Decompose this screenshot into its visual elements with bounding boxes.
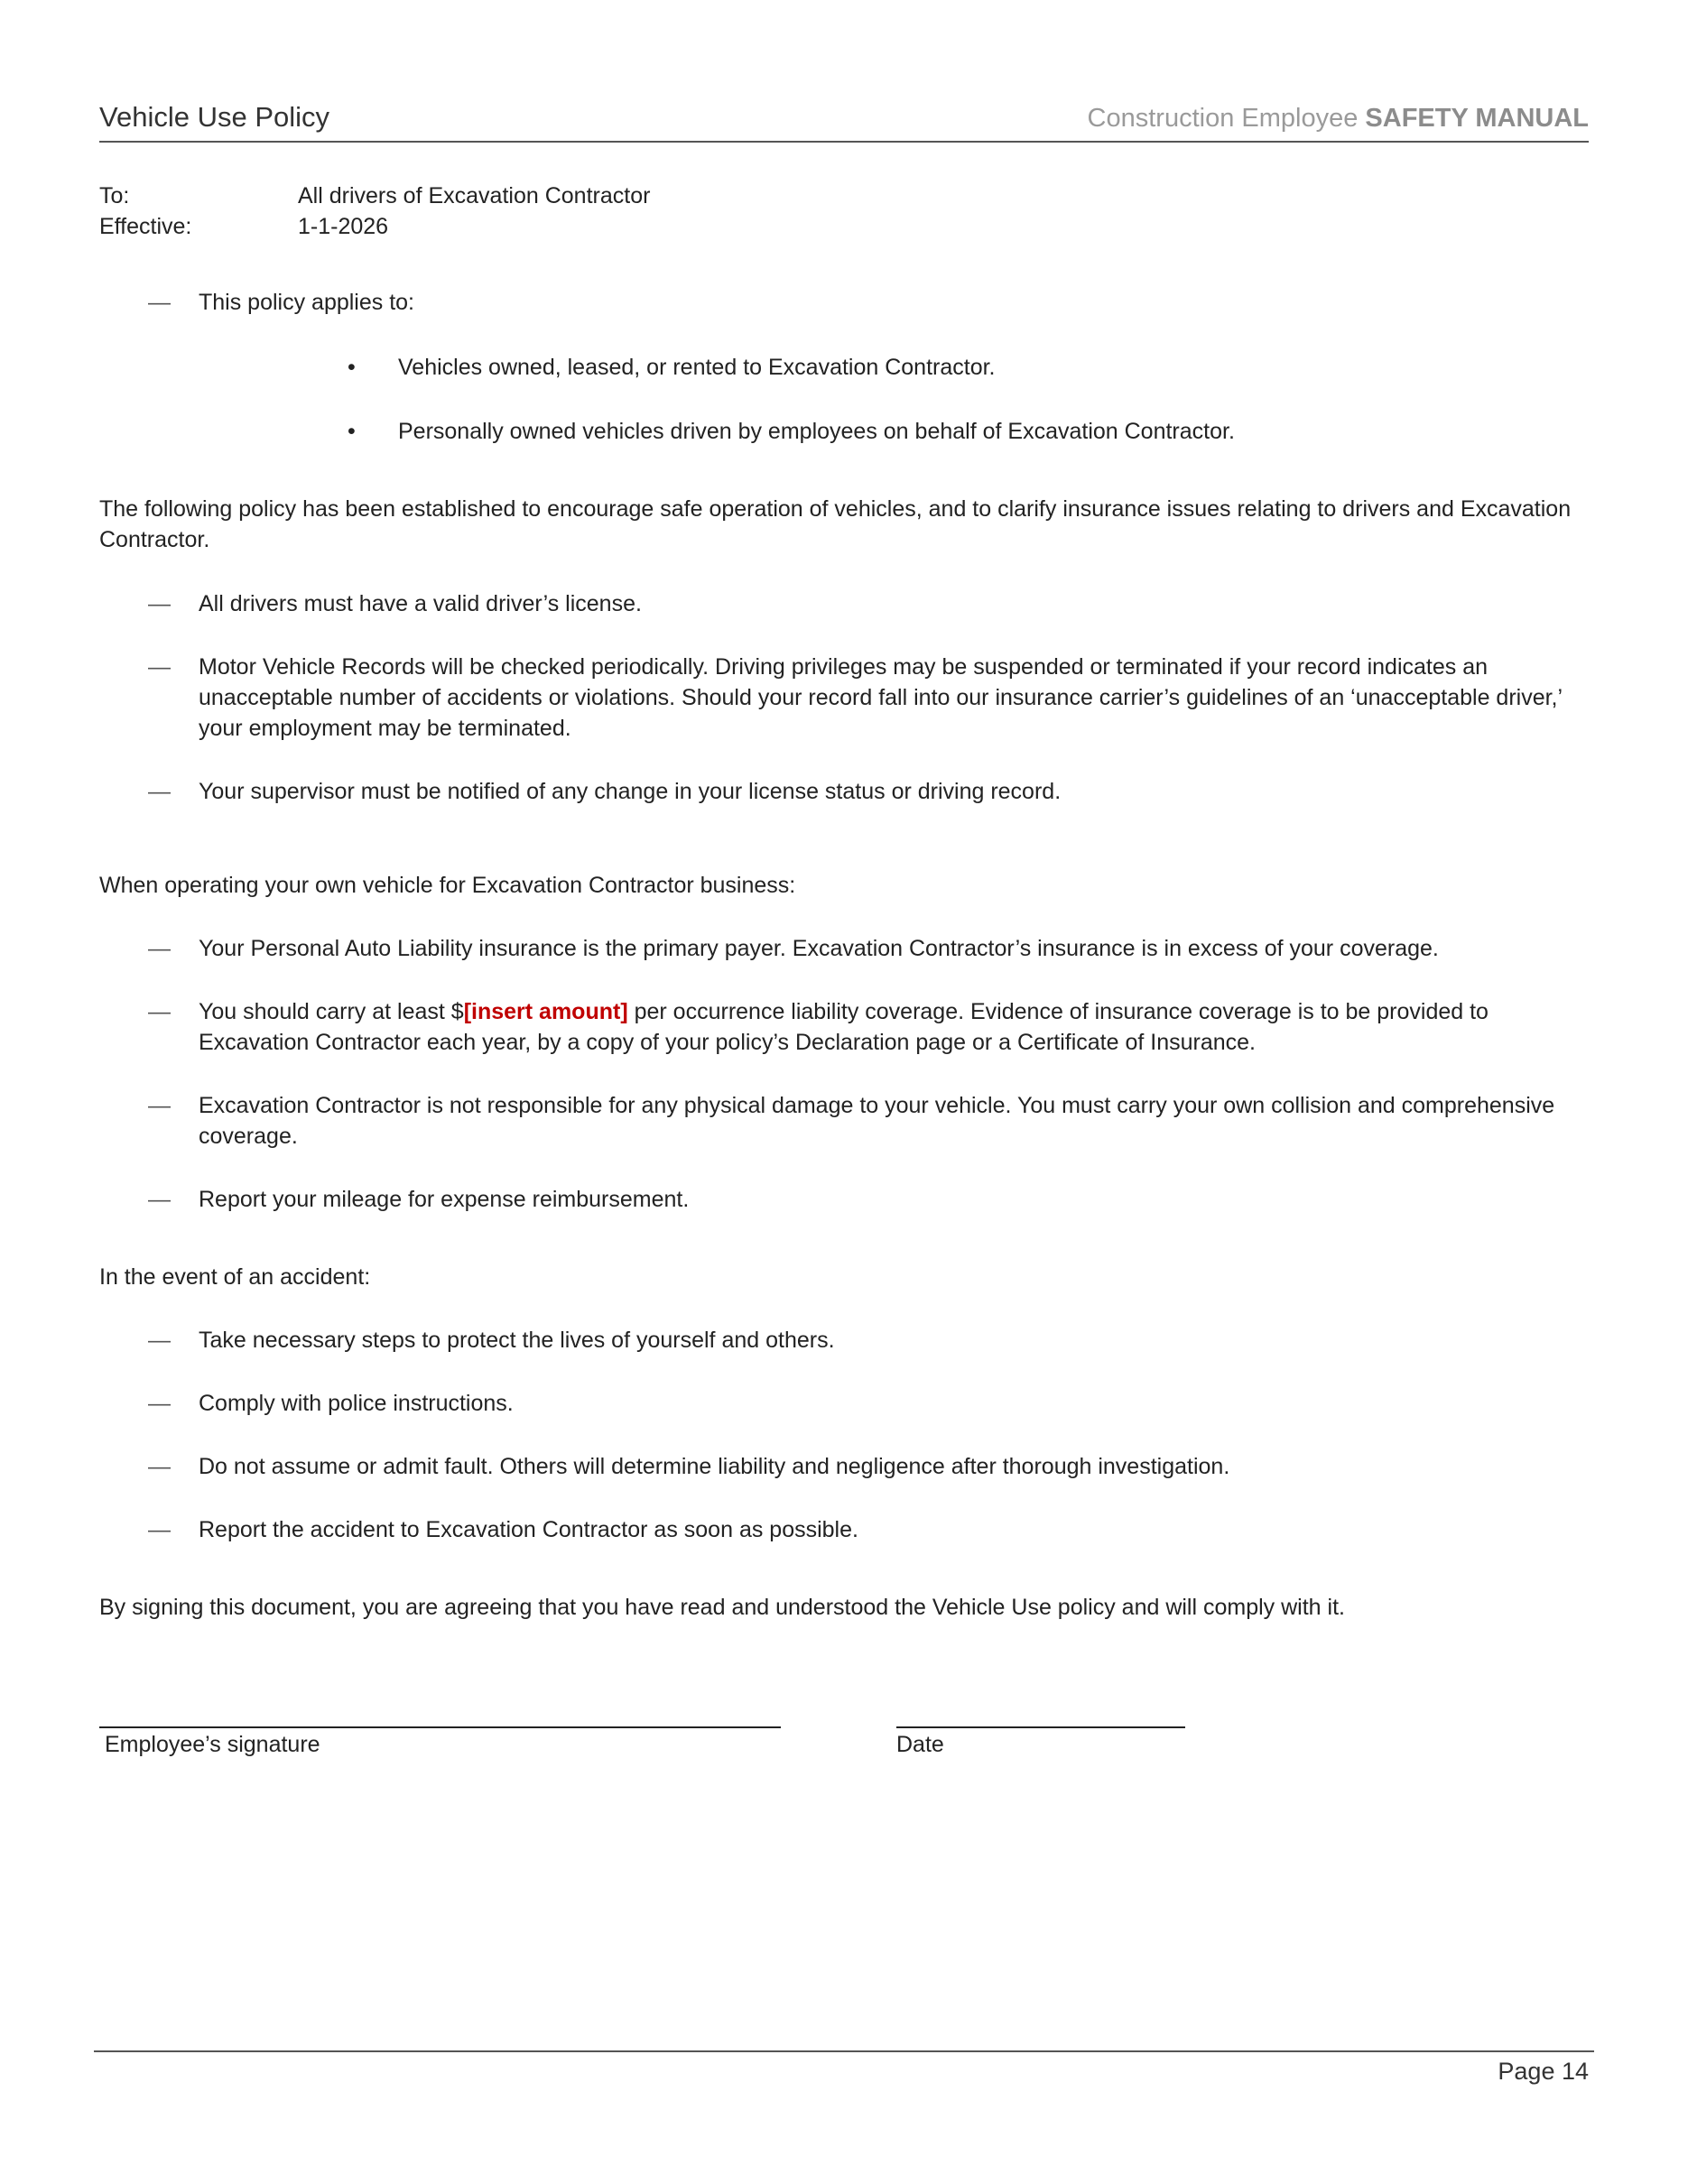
driver-rule-text: Motor Vehicle Records will be checked periodically. Driving privileges may be suspended or terminated if your record indicates an unacceptable number of accidents or violations. Should your record fall into our insurance carrier’s guidelines of an ‘unacceptable driver,’ your employment may be terminated.: [199, 654, 1563, 741]
bullet-marker: •: [348, 419, 356, 444]
agreement-paragraph: By signing this document, you are agreeing that you have read and understood the Vehicle Use policy and will comply with it.: [99, 1595, 1345, 1620]
memo-to-label: To:: [99, 183, 130, 208]
memo-to-value: All drivers of Excavation Contractor: [298, 183, 651, 208]
driver-rule-text: All drivers must have a valid driver’s license.: [199, 591, 642, 616]
applies-intro-text: This policy applies to:: [199, 290, 415, 315]
dash-marker: —: [148, 1093, 171, 1118]
own-vehicle-item: [99, 996, 1589, 1058]
footer-divider: [94, 2050, 1594, 2052]
own-vehicle-heading: When operating your own vehicle for Excavation Contractor business:: [99, 873, 796, 898]
applies-bullet-text: Personally owned vehicles driven by employees on behalf of Excavation Contractor.: [398, 419, 1235, 444]
date-label: Date: [896, 1732, 944, 1757]
applies-intro-item: [99, 287, 1589, 318]
dash-marker: —: [148, 779, 171, 804]
dash-marker: —: [148, 1454, 171, 1479]
coverage-text-before: You should carry at least $: [199, 999, 464, 1024]
driver-rule-item: [99, 652, 1589, 744]
manual-title: [1088, 104, 1589, 134]
applies-bullet-item: [99, 352, 1589, 383]
dash-marker: —: [148, 1328, 171, 1353]
document-title: Vehicle Use Policy: [99, 101, 330, 133]
memo-effective-label: Effective:: [99, 214, 192, 239]
driver-rule-text: Your supervisor must be notified of any change in your license status or driving record.: [199, 779, 1062, 804]
accident-text: Report the accident to Excavation Contractor as soon as possible.: [199, 1517, 858, 1542]
dash-marker: —: [148, 654, 171, 680]
memo-to-row: [99, 180, 1589, 211]
manual-title-strong: SAFETY MANUAL: [1365, 104, 1589, 133]
own-vehicle-item: [99, 933, 1589, 964]
driver-rule-item: [99, 776, 1589, 807]
document-body: [99, 180, 1589, 1623]
accident-item: [99, 1451, 1589, 1482]
date-signature-line[interactable]: [896, 1726, 1185, 1728]
applies-bullet-text: Vehicles owned, leased, or rented to Excavation Contractor.: [398, 355, 996, 380]
accident-text: Do not assume or admit fault. Others will determine liability and negligence after thorough investigation.: [199, 1454, 1230, 1479]
own-vehicle-text: [199, 999, 1489, 1055]
page-number: Page 14: [1498, 2058, 1589, 2085]
accident-text: Comply with police instructions.: [199, 1391, 514, 1416]
insert-amount-placeholder: [insert amount]: [463, 999, 628, 1024]
applies-bullet-item: [99, 416, 1589, 447]
intro-paragraph: The following policy has been established to encourage safe operation of vehicles, and to clarify insurance issues relating to drivers and Excavation Contractor.: [99, 496, 1572, 552]
own-vehicle-item: [99, 1184, 1589, 1215]
bullet-marker: •: [348, 355, 356, 380]
own-vehicle-text: Report your mileage for expense reimbursement.: [199, 1187, 690, 1212]
dash-marker: —: [148, 999, 171, 1024]
page-header: [99, 97, 1589, 143]
coverage-text-after: per occurrence liability coverage. Evidence of insurance coverage is to be provided to Excavation Contractor each year, by a copy of your policy’s Declaration page or a Certificate of Insurance.: [199, 999, 1489, 1055]
accident-item: [99, 1325, 1589, 1356]
dash-marker: —: [148, 1517, 171, 1542]
driver-rule-item: [99, 588, 1589, 619]
dash-marker: —: [148, 290, 171, 315]
memo-effective-value: 1-1-2026: [298, 214, 389, 239]
own-vehicle-item: [99, 1090, 1589, 1152]
accident-item: [99, 1514, 1589, 1545]
accident-text: Take necessary steps to protect the lives of yourself and others.: [199, 1328, 835, 1353]
accident-item: [99, 1388, 1589, 1419]
memo-effective-row: [99, 211, 1589, 242]
employee-signature-label: Employee’s signature: [105, 1732, 320, 1757]
manual-title-prefix: Construction Employee: [1087, 104, 1366, 133]
accident-heading: In the event of an accident:: [99, 1264, 371, 1290]
dash-marker: —: [148, 1391, 171, 1416]
dash-marker: —: [148, 591, 171, 616]
dash-marker: —: [148, 936, 171, 961]
dash-marker: —: [148, 1187, 171, 1212]
own-vehicle-text: Your Personal Auto Liability insurance is the primary payer. Excavation Contractor’s insurance is in excess of your coverage.: [199, 936, 1439, 961]
employee-signature-line[interactable]: [99, 1726, 781, 1728]
own-vehicle-text: Excavation Contractor is not responsible for any physical damage to your vehicle. You must carry your own collision and comprehensive coverage.: [199, 1093, 1555, 1149]
